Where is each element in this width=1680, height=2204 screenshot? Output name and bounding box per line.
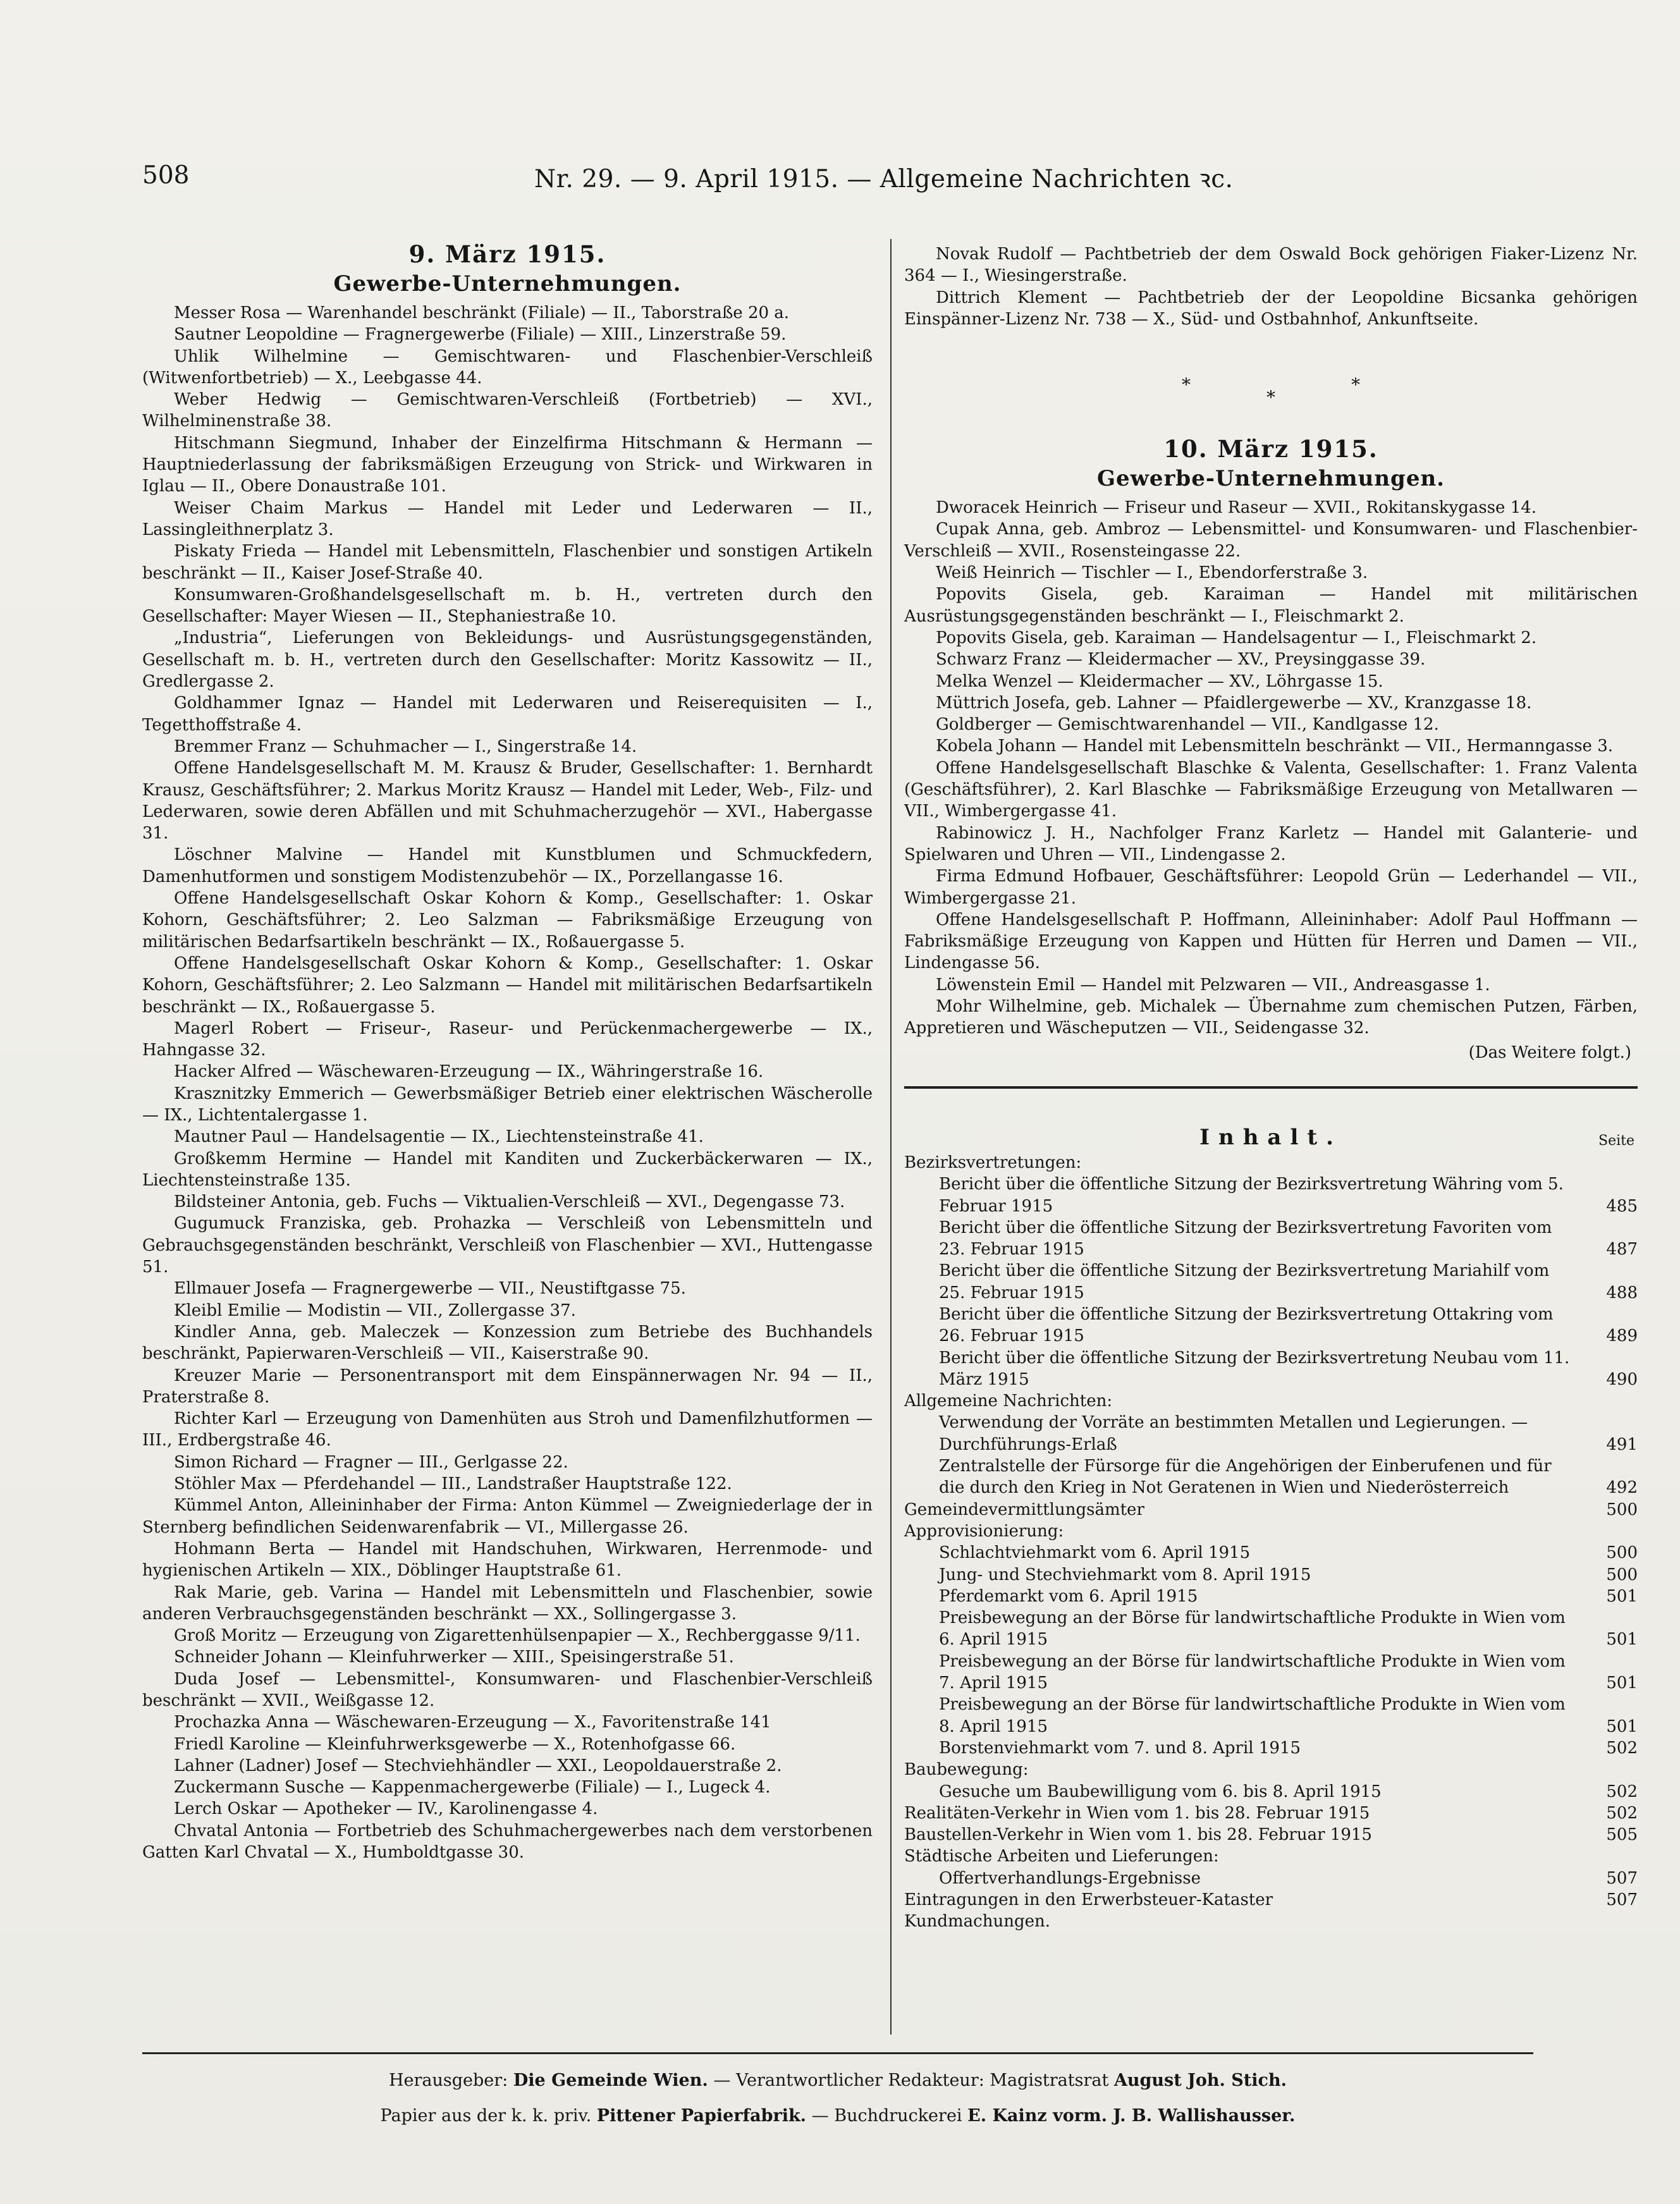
list-item: Bildsteiner Antonia, geb. Fuchs — Viktualien-Verschleiß — XVI., Degengasse 73. xyxy=(174,1192,845,1212)
left-column xyxy=(142,239,873,1863)
list-item: Duda Josef — Lebensmittel-, Konsumwaren- und Flaschenbier-Verschleiß beschränkt — XVII., Weißgasse 12. xyxy=(142,1669,873,1710)
toc-page-number: 490 xyxy=(1606,1369,1638,1389)
list-item: Müttrich Josefa, geb. Lahner — Pfaidlergewerbe — XV., Kranzgasse 18. xyxy=(936,693,1532,713)
list-item: Offene Handelsgesellschaft Blaschke & Valenta, Gesellschafter: 1. Franz Valenta (Geschäftsführer), 2. Karl Blaschke — Fabriksmäßige Erzeugung von Metallwaren — VII., Wimbergergasse 41. xyxy=(904,758,1638,821)
list-item: Offene Handelsgesellschaft Oskar Kohorn & Komp., Gesellschafter: 1. Oskar Kohorn, Geschäftsführer; 2. Leo Salzmann — Handel mit militärischen Bedarfsartikeln beschränkt — IX., Roßauergasse 5. xyxy=(142,953,873,1017)
list-item: Krasznitzky Emmerich — Gewerbsmäßiger Betrieb einer elektrischen Wäscherolle — IX., Lichtentalergasse 1. xyxy=(142,1084,873,1125)
list-item: Konsumwaren-Großhandelsgesellschaft m. b. H., vertreten durch den Gesellschafter: Mayer Wiesen — II., Stephaniestraße 10. xyxy=(142,585,873,627)
list-item: Dworacek Heinrich — Friseur und Raseur — XVII., Rokitanskygasse 14. xyxy=(936,498,1537,518)
asterisk: * xyxy=(1266,387,1275,408)
toc-entry-text: Schlachtviehmarkt vom 6. April 1915 xyxy=(939,1543,1251,1563)
toc-page-number: 500 xyxy=(1606,1565,1638,1584)
list-item: Hohmann Berta — Handel mit Handschuhen, Wirkwaren, Herrenmode- und hygienischen Artikeln — XIX., Döblinger Hauptstraße 61. xyxy=(142,1539,873,1581)
section-heading: Gewerbe-Unternehmungen. xyxy=(333,271,682,297)
toc-entry-text: Bericht über die öffentliche Sitzung der Bezirksvertretung Ottakring vom 26. Februar 1915 xyxy=(939,1304,1554,1346)
toc-entry xyxy=(904,1217,1638,1261)
toc-section xyxy=(904,1759,1638,1780)
toc-section xyxy=(904,1824,1638,1846)
toc-section xyxy=(904,1152,1638,1173)
toc-entry xyxy=(904,1586,1638,1607)
imprint-paper-mill: Pittener Papierfabrik. xyxy=(596,2106,807,2126)
toc-entry xyxy=(904,1781,1638,1803)
toc-entry xyxy=(904,1412,1638,1455)
list-item: Cupak Anna, geb. Ambroz — Lebensmittel- und Konsumwaren- und Flaschenbier-Verschleiß — XVII., Rosensteingasse 22. xyxy=(904,520,1638,561)
toc-entry-text: Preisbewegung an der Börse für landwirtschaftliche Produkte in Wien vom 8. April 1915 xyxy=(939,1695,1566,1736)
list-item: Friedl Karoline — Kleinfuhrwerksgewerbe — X., Rotenhofgasse 66. xyxy=(174,1734,736,1754)
imprint-printer: E. Kainz vorm. J. B. Wallishausser. xyxy=(967,2106,1296,2126)
list-item: Großkemm Hermine — Handel mit Kanditen und Zuckerbäckerwaren — IX., Liechtensteinstraße 135. xyxy=(142,1149,873,1190)
list-item: Groß Moritz — Erzeugung von Zigarettenhülsenpapier — X., Rechberggasse 9/11. xyxy=(174,1626,861,1646)
toc-section xyxy=(904,1911,1638,1932)
toc-entry-text: Preisbewegung an der Börse für landwirtschaftliche Produkte in Wien vom 6. April 1915 xyxy=(939,1608,1566,1650)
toc-entry xyxy=(904,1868,1638,1889)
list-item: Popovits Gisela, geb. Karaiman — Handel mit militärischen Ausrüstungsgegenständen beschränkt — I., Fleischmarkt 2. xyxy=(904,585,1638,626)
imprint-line-publisher xyxy=(142,2063,1533,2098)
list-item: Stöhler Max — Pferdehandel — III., Landstraßer Hauptstraße 122. xyxy=(174,1474,732,1494)
toc-page-number: 500 xyxy=(1606,1543,1638,1563)
toc-page-number: 485 xyxy=(1606,1196,1638,1216)
toc-page-number: 502 xyxy=(1606,1803,1638,1823)
toc-page-number: 507 xyxy=(1606,1890,1638,1909)
list-item: Kobela Johann — Handel mit Lebensmitteln beschränkt — VII., Hermanngasse 3. xyxy=(936,737,1614,756)
list-item: Piskaty Frieda — Handel mit Lebensmitteln, Flaschenbier und sonstigen Artikeln beschränkt — II., Kaiser Josef-Straße 40. xyxy=(142,542,873,583)
imprint xyxy=(142,2052,1533,2134)
entry-list xyxy=(904,497,1638,1039)
toc-section-heading: Realitäten-Verkehr in Wien vom 1. bis 28. Februar 1915 xyxy=(904,1803,1370,1823)
toc-entry-text: Borstenviehmarkt vom 7. und 8. April 1915 xyxy=(939,1738,1301,1758)
toc-entry-text: Verwendung der Vorräte an bestimmten Metallen und Legierungen. — Durchführungs-Erlaß xyxy=(939,1413,1528,1454)
list-item: Prochazka Anna — Wäschewaren-Erzeugung — X., Favoritenstraße 141 xyxy=(174,1713,771,1732)
toc-entry-text: Pferdemarkt vom 6. April 1915 xyxy=(939,1586,1198,1606)
list-item: Goldberger — Gemischtwarenhandel — VII., Kandlgasse 12. xyxy=(936,715,1439,735)
list-item: Melka Wenzel — Kleidermacher — XV., Löhrgasse 15. xyxy=(936,671,1383,691)
list-item: Schneider Johann — Kleinfuhrwerker — XIII., Speisingerstraße 51. xyxy=(174,1648,734,1667)
column-divider xyxy=(890,239,892,2035)
list-item: Gugumuck Franziska, geb. Prohazka — Verschleiß von Lebensmitteln und Gebrauchsgegenständen beschränkt, Verschleiß von Flaschenbier — XVI., Huttengasse 51. xyxy=(142,1214,873,1277)
toc-page-number: 500 xyxy=(1606,1500,1638,1519)
toc-page-label: Seite xyxy=(1598,1132,1634,1149)
list-item: Uhlik Wilhelmine — Gemischtwaren- und Flaschenbier-Verschleiß (Witwenfortbetrieb) — X., Leebgasse 44. xyxy=(142,346,873,388)
toc-entry-text: Bericht über die öffentliche Sitzung der Bezirksvertretung Favoriten vom 23. Februar 1915 xyxy=(939,1218,1552,1259)
divider xyxy=(142,2052,1533,2054)
imprint-text: — Verantwortlicher Redakteur: Magistratsrat xyxy=(713,2071,1109,2090)
toc-entry xyxy=(904,1304,1638,1347)
toc-section-heading: Approvisionierung: xyxy=(904,1521,1064,1541)
list-item: Dittrich Klement — Pachtbetrieb der der Leopoldine Bicsanka gehörigen Einspänner-Lizenz Nr. 738 — X., Süd- und Ostbahnhof, Ankunftseite. xyxy=(904,288,1638,329)
list-item: Bremmer Franz — Schuhmacher — I., Singerstraße 14. xyxy=(174,737,637,756)
toc-page-number: 502 xyxy=(1606,1782,1638,1801)
toc-page-number: 488 xyxy=(1606,1283,1638,1302)
list-item: Offene Handelsgesellschaft Oskar Kohorn & Komp., Gesellschafter: 1. Oskar Kohorn, Geschäftsführer; 2. Leo Salzman — Fabriksmäßige Erzeugung von militärischen Bedarfsartikeln beschränkt — IX., Roßauergasse 5. xyxy=(142,889,873,952)
toc-section xyxy=(904,1889,1638,1911)
list-item: Simon Richard — Fragner — III., Gerlgasse 22. xyxy=(174,1452,568,1472)
list-item: Sautner Leopoldine — Fragnergewerbe (Filiale) — XIII., Linzerstraße 59. xyxy=(174,325,787,345)
toc-page-number: 502 xyxy=(1606,1738,1638,1758)
imprint-line-printer xyxy=(142,2098,1533,2134)
toc-section-heading: Gemeindevermittlungsämter xyxy=(904,1500,1144,1519)
toc-entry xyxy=(904,1694,1638,1737)
toc-page-number: 487 xyxy=(1606,1240,1638,1259)
divider xyxy=(904,1086,1638,1089)
imprint-editor: August Joh. Stich. xyxy=(1113,2071,1287,2090)
list-item: Lahner (Ladner) Josef — Stechviehhändler — XXI., Leopoldauerstraße 2. xyxy=(174,1756,782,1775)
list-item: Offene Handelsgesellschaft P. Hoffmann, Alleininhaber: Adolf Paul Hoffmann — Fabriksmäßige Erzeugung von Kappen und Hütten für Herren und Damen — VII., Lindengasse 56. xyxy=(904,910,1638,973)
toc-page-number: 492 xyxy=(1606,1478,1638,1498)
list-item: Zuckermann Susche — Kappenmachergewerbe (Filiale) — I., Lugeck 4. xyxy=(174,1778,771,1797)
list-item: Ellmauer Josefa — Fragnergewerbe — VII., Neustiftgasse 75. xyxy=(174,1279,686,1299)
toc-page-number: 501 xyxy=(1606,1674,1638,1693)
toc-entry-text: Jung- und Stechviehmarkt vom 8. April 1915 xyxy=(939,1565,1311,1584)
list-item: Richter Karl — Erzeugung von Damenhüten aus Stroh und Damenfilzhutformen — III., Erdbergstraße 46. xyxy=(142,1409,873,1450)
date-heading-march-9: 9. März 1915. xyxy=(408,240,606,268)
continued-note: (Das Weitere folgt.) xyxy=(1468,1043,1631,1062)
imprint-text: Papier aus der k. k. priv. xyxy=(380,2106,592,2126)
running-title: Nr. 29. — 9. April 1915. — Allgemeine Nachrichten ꝛc. xyxy=(534,165,1234,193)
list-item: Kreuzer Marie — Personentransport mit dem Einspännerwagen Nr. 94 — II., Praterstraße 8. xyxy=(142,1366,873,1407)
asterisk: * xyxy=(1351,374,1360,396)
list-item: „Industria“, Lieferungen von Bekleidungs- und Ausrüstungsgegenständen, Gesellschaft m. b. H., vertreten durch den Gesellschafter: Moritz Kassowitz — II., Gredlergasse 2. xyxy=(142,628,873,692)
section-separator xyxy=(904,374,1638,408)
toc-section-heading: Allgemeine Nachrichten: xyxy=(904,1392,1113,1411)
toc-page-number: 501 xyxy=(1606,1586,1638,1606)
toc-entry xyxy=(904,1260,1638,1304)
list-item: Firma Edmund Hofbauer, Geschäftsführer: Leopold Grün — Lederhandel — VII., Wimbergergasse 21. xyxy=(904,867,1638,908)
list-item: Chvatal Antonia — Fortbetrieb des Schuhmachergewerbes nach dem verstorbenen Gatten Karl Chvatal — X., Humboldtgasse 30. xyxy=(142,1821,873,1863)
toc-title: Inhalt. xyxy=(1199,1124,1342,1150)
list-item: Hacker Alfred — Wäschewaren-Erzeugung — IX., Währingerstraße 16. xyxy=(174,1062,764,1082)
toc-page-number: 507 xyxy=(1606,1868,1638,1888)
list-item: Popovits Gisela, geb. Karaiman — Handelsagentur — I., Fleischmarkt 2. xyxy=(936,628,1537,647)
toc-entry xyxy=(904,1173,1638,1217)
toc-entry-text: Offertverhandlungs-Ergebnisse xyxy=(939,1868,1201,1888)
toc-entry-text: Bericht über die öffentliche Sitzung der Bezirksvertretung Mariahilf vom 25. Februar 1915 xyxy=(939,1261,1550,1302)
date-heading-march-10: 10. März 1915. xyxy=(1163,435,1378,463)
toc-page-number: 501 xyxy=(1606,1630,1638,1650)
toc-page-number: 505 xyxy=(1606,1825,1638,1845)
toc-section xyxy=(904,1803,1638,1824)
toc-entry xyxy=(904,1542,1638,1564)
list-item: Lerch Oskar — Apotheker — IV., Karolinengasse 4. xyxy=(174,1799,598,1819)
toc-entry xyxy=(904,1737,1638,1759)
toc-entry-text: Bericht über die öffentliche Sitzung der Bezirksvertretung Neubau vom 11. März 1915 xyxy=(939,1348,1570,1389)
toc-entry xyxy=(904,1607,1638,1651)
toc-header xyxy=(904,1123,1638,1152)
list-item: Hitschmann Siegmund, Inhaber der Einzelfirma Hitschmann & Hermann — Hauptniederlassung der fabriksmäßigen Erzeugung von Strick- und Wirkwaren in Iglau — II., Obere Donaustraße 101. xyxy=(142,433,873,496)
list-item: Weiß Heinrich — Tischler — I., Ebendorferstraße 3. xyxy=(936,563,1368,583)
list-item: Mautner Paul — Handelsagentie — IX., Liechtensteinstraße 41. xyxy=(174,1127,704,1147)
toc-section-heading: Städtische Arbeiten und Lieferungen: xyxy=(904,1847,1219,1866)
asterisk: * xyxy=(1182,374,1191,396)
toc-section-heading: Eintragungen in den Erwerbsteuer-Kataster xyxy=(904,1890,1273,1909)
toc-section xyxy=(904,1499,1638,1521)
toc-section-heading: Kundmachungen. xyxy=(904,1912,1050,1932)
list-item: Löschner Malvine — Handel mit Kunstblumen und Schmuckfedern, Damenhutformen und sonstigem Modistenzubehör — IX., Porzellangasse 16. xyxy=(142,845,873,886)
toc-section-heading: Baustellen-Verkehr in Wien vom 1. bis 28. Februar 1915 xyxy=(904,1825,1372,1845)
toc-section xyxy=(904,1521,1638,1542)
list-item: Rak Marie, geb. Varina — Handel mit Lebensmitteln und Flaschenbier, sowie anderen Verbrauchsgegenständen beschränkt — XX., Sollingergasse 3. xyxy=(142,1583,873,1624)
toc-section-heading: Baubewegung: xyxy=(904,1760,1029,1780)
list-item: Novak Rudolf — Pachtbetrieb der dem Oswald Bock gehörigen Fiaker-Lizenz Nr. 364 — I., Wiesingerstraße. xyxy=(904,245,1638,286)
list-item: Kümmel Anton, Alleininhaber der Firma: Anton Kümmel — Zweigniederlage der in Sternberg befindlichen Seidenwarenfabrik — VI., Millergasse 26. xyxy=(142,1496,873,1537)
right-column xyxy=(904,243,1638,1933)
list-item: Kleibl Emilie — Modistin — VII., Zollergasse 37. xyxy=(174,1301,576,1320)
list-item: Goldhammer Ignaz — Handel mit Lederwaren und Reiserequisiten — I., Tegetthoffstraße 4. xyxy=(142,694,873,735)
list-item: Magerl Robert — Friseur-, Raseur- und Perückenmachergewerbe — IX., Hahngasse 32. xyxy=(142,1019,873,1060)
toc-entry-text: Preisbewegung an der Börse für landwirtschaftliche Produkte in Wien vom 7. April 1915 xyxy=(939,1651,1566,1693)
page-number: 508 xyxy=(142,161,190,190)
imprint-text: Herausgeber: xyxy=(388,2071,508,2090)
toc-section-heading: Bezirksvertretungen: xyxy=(904,1153,1082,1172)
toc-page-number: 501 xyxy=(1606,1717,1638,1736)
entry-list xyxy=(142,302,873,1863)
table-of-contents xyxy=(904,1152,1638,1933)
toc-page-number: 489 xyxy=(1606,1326,1638,1346)
toc-entry xyxy=(904,1347,1638,1391)
toc-entry xyxy=(904,1455,1638,1499)
section-heading: Gewerbe-Unternehmungen. xyxy=(1096,466,1445,492)
toc-page-number: 491 xyxy=(1606,1435,1638,1454)
imprint-publisher: Die Gemeinde Wien. xyxy=(513,2071,708,2090)
toc-entry xyxy=(904,1651,1638,1694)
toc-entry-text: Bericht über die öffentliche Sitzung der Bezirksvertretung Währing vom 5. Februar 1915 xyxy=(939,1175,1564,1216)
toc-section xyxy=(904,1846,1638,1867)
list-item: Weber Hedwig — Gemischtwaren-Verschleiß (Fortbetrieb) — XVI., Wilhelminenstraße 38. xyxy=(142,390,873,431)
list-item: Löwenstein Emil — Handel mit Pelzwaren — VII., Andreasgasse 1. xyxy=(936,975,1490,995)
list-item: Offene Handelsgesellschaft M. M. Krausz & Bruder, Gesellschafter: 1. Bernhardt Krausz, Geschäftsführer; 2. Markus Moritz Krausz — Handel mit Leder, Web-, Filz- und Lederwaren, sowie deren Abfällen und mit Schuhmacherzugehör — XVI., Habergasse 31. xyxy=(142,759,873,843)
toc-entry-text: Zentralstelle der Fürsorge für die Angehörigen der Einberufenen und für die durch den Krieg in Not Geratenen in Wien und Niederösterreich xyxy=(939,1457,1552,1498)
list-item: Weiser Chaim Markus — Handel mit Leder und Lederwaren — II., Lassingleithnerplatz 3. xyxy=(142,498,873,539)
running-header xyxy=(142,161,1527,199)
list-item: Rabinowicz J. H., Nachfolger Franz Karletz — Handel mit Galanterie- und Spielwaren und Uhren — VII., Lindengasse 2. xyxy=(904,823,1638,864)
list-item: Mohr Wilhelmine, geb. Michalek — Übernahme zum chemischen Putzen, Färben, Appretieren und Wäscheputzen — VII., Seidengasse 32. xyxy=(904,997,1638,1038)
toc-entry-text: Gesuche um Baubewilligung vom 6. bis 8. April 1915 xyxy=(939,1782,1382,1801)
list-item: Schwarz Franz — Kleidermacher — XV., Preysinggasse 39. xyxy=(936,650,1426,670)
list-item: Messer Rosa — Warenhandel beschränkt (Filiale) — II., Taborstraße 20 a. xyxy=(174,303,790,322)
list-item: Kindler Anna, geb. Maleczek — Konzession zum Betriebe des Buchhandels beschränkt, Papierwaren-Verschleiß — VII., Kaiserstraße 90. xyxy=(142,1322,873,1364)
entry-list-continued xyxy=(904,243,1638,330)
imprint-text: — Buchdruckerei xyxy=(811,2106,962,2126)
toc-section xyxy=(904,1390,1638,1412)
toc-entry xyxy=(904,1564,1638,1586)
